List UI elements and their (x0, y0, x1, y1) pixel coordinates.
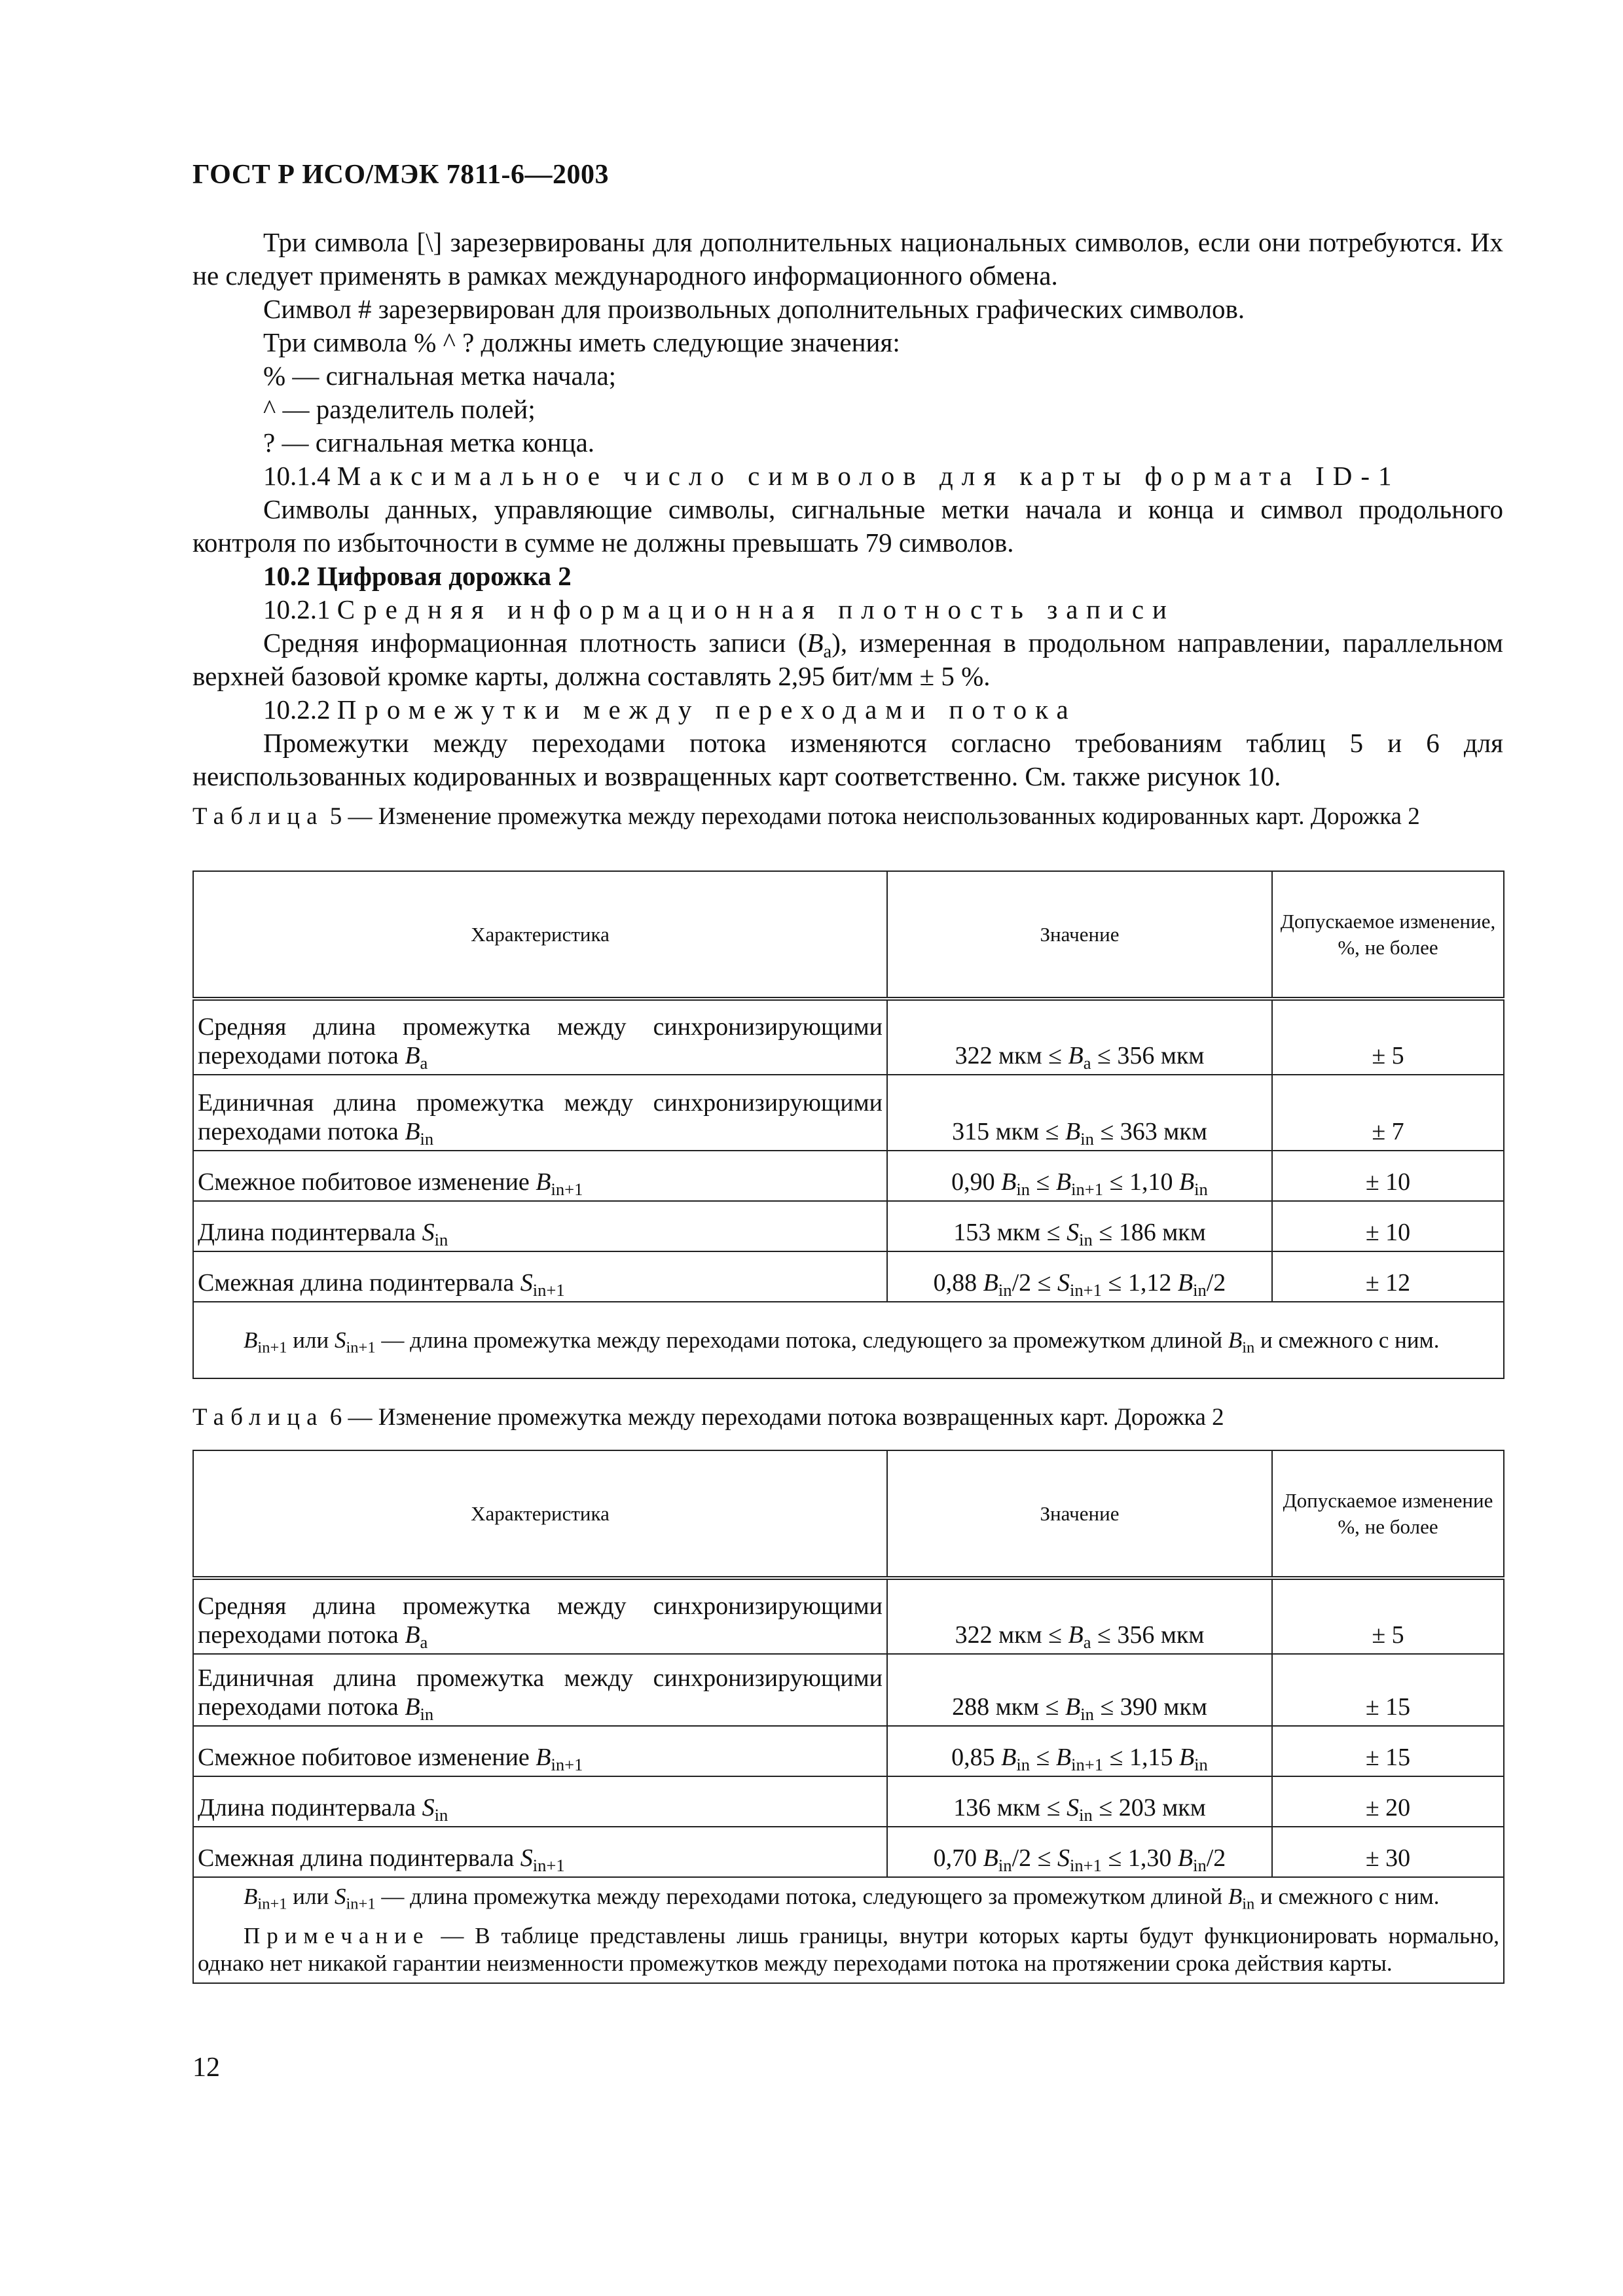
cell-text: ≤ 390 мкм (1093, 1693, 1207, 1721)
table-footnote-row (193, 1302, 1504, 1378)
note-label: Примечание (244, 1923, 430, 1948)
subscript: in (1194, 1754, 1208, 1774)
subscript: in (1016, 1754, 1030, 1774)
subscript: in+1 (532, 1280, 565, 1300)
subscript: a (420, 1632, 428, 1652)
subscript: in+1 (1070, 1280, 1102, 1300)
subscript: in+1 (257, 1338, 287, 1356)
cell-text: 0,70 (933, 1844, 983, 1872)
heading-text: Средняя информационная плотность записи (337, 594, 1175, 624)
table-row (193, 1151, 1504, 1201)
subscript: a (1083, 1052, 1091, 1073)
variable: B (1178, 1744, 1195, 1771)
cell-text: Смежная длина подинтервала (198, 1844, 520, 1872)
variable: B (1055, 1168, 1072, 1196)
cell-value (887, 1151, 1272, 1201)
variable: S (520, 1844, 533, 1872)
cell-text: ≤ 1,12 (1101, 1269, 1178, 1297)
variable: B (1065, 1118, 1081, 1145)
heading-number: 10.2.2 (263, 694, 331, 725)
subscript: in (1080, 1128, 1094, 1149)
column-header-tolerance: Допускаемое изменение, %, не более (1272, 871, 1504, 999)
cell-text: 322 мкм ≤ (955, 1042, 1068, 1069)
footnote-text: и смежного с ним. (1254, 1884, 1440, 1909)
cell-text: Средняя длина промежутка между синхронизирующими переходами потока (198, 1592, 883, 1649)
document-header: ГОСТ Р ИСО/МЭК 7811-6—2003 (192, 160, 609, 190)
cell-characteristic (193, 1726, 887, 1776)
cell-tolerance: ± 30 (1272, 1827, 1504, 1877)
subscript: in (1080, 1704, 1094, 1724)
subscript: in (998, 1280, 1012, 1300)
heading-text: Максимальное число символов для карты формата ID-1 (337, 461, 1400, 491)
cell-tolerance: ± 10 (1272, 1201, 1504, 1251)
column-header-tolerance: Допускаемое изменение %, не более (1272, 1450, 1504, 1578)
cell-text: 315 мкм ≤ (952, 1118, 1066, 1145)
variable: S (422, 1794, 435, 1821)
paragraph: Три символа % ^ ? должны иметь следующие значения: (263, 327, 900, 357)
footnote-text: — длина промежутка между переходами потока, следующего за промежутком длиной (375, 1327, 1228, 1353)
cell-characteristic (193, 1075, 887, 1151)
caption-text: 5 — Изменение промежутка между переходами потока неиспользованных кодированных карт. Дорожка 2 (329, 803, 1420, 830)
cell-tolerance: ± 5 (1272, 1578, 1504, 1654)
variable: B (983, 1269, 998, 1297)
table-row (193, 999, 1504, 1075)
cell-text: 0,90 (951, 1168, 1002, 1196)
subscript: in+1 (551, 1179, 583, 1199)
paragraph: Символ # зарезервирован для произвольных дополнительных графических символов. (263, 294, 1245, 324)
cell-characteristic (193, 1151, 887, 1201)
table-row (193, 1654, 1504, 1726)
cell-text: 288 мкм ≤ (952, 1693, 1066, 1721)
cell-text: Средняя длина промежутка между синхронизирующими переходами потока (198, 1013, 883, 1069)
cell-characteristic (193, 999, 887, 1075)
subscript: in (420, 1704, 434, 1724)
footnote-text: или (287, 1884, 335, 1909)
subscript: in+1 (346, 1895, 376, 1913)
subsection-heading-10-2-1 (192, 593, 1503, 626)
variable: B (405, 1118, 420, 1145)
variable: B (1178, 1168, 1195, 1196)
cell-characteristic (193, 1578, 887, 1654)
variable: B (1065, 1693, 1081, 1721)
subscript: in (998, 1855, 1012, 1875)
variable: B (405, 1042, 420, 1069)
variable: S (520, 1269, 533, 1297)
variable: B (405, 1621, 420, 1649)
cell-characteristic (193, 1251, 887, 1302)
variable: S (334, 1884, 346, 1909)
subscript: in (434, 1804, 448, 1825)
cell-value (887, 1578, 1272, 1654)
heading-text: Промежутки между переходами потока (337, 694, 1077, 725)
footnote-text: и смежного с ним. (1254, 1327, 1440, 1353)
table-note (198, 1922, 1499, 1977)
cell-text: 322 мкм ≤ (955, 1621, 1068, 1649)
caption-label: Таблица (192, 1404, 324, 1431)
cell-text: 0,85 (951, 1744, 1002, 1771)
paragraph (192, 626, 1503, 693)
table-6 (192, 1450, 1504, 1984)
cell-characteristic (193, 1827, 887, 1877)
subscript: in+1 (532, 1855, 565, 1875)
table-row (193, 1726, 1504, 1776)
heading-number: 10.2.1 (263, 594, 331, 624)
table-row (193, 1251, 1504, 1302)
subscript: in (434, 1229, 448, 1249)
table-row (193, 1201, 1504, 1251)
variable: B (536, 1744, 551, 1771)
cell-text: ≤ 203 мкм (1092, 1794, 1206, 1821)
subscript: in (420, 1128, 434, 1149)
cell-text: ≤ (1030, 1744, 1056, 1771)
variable: S (422, 1219, 435, 1246)
variable: B (536, 1168, 551, 1196)
cell-tolerance: ± 20 (1272, 1776, 1504, 1827)
subscript: a (823, 641, 832, 662)
subscript: in+1 (551, 1754, 583, 1774)
cell-text: ≤ 356 мкм (1091, 1042, 1205, 1069)
cell-text: 153 мкм ≤ (953, 1219, 1067, 1246)
variable: S (1057, 1269, 1070, 1297)
text: ), измеренная в продольном направлении, параллельном верхней базовой кромке карты, должна составлять 2,95 бит/мм ± 5 %. (192, 628, 1503, 691)
cell-text: Единичная длина промежутка между синхронизирующими переходами потока (198, 1664, 883, 1721)
variable: S (1067, 1794, 1080, 1821)
table-row (193, 1776, 1504, 1827)
cell-text: Длина подинтервала (198, 1794, 422, 1821)
paragraph: Три символа [\] зарезервированы для дополнительных национальных символов, если они потребуются. Их не следует применять в рамках международного информационного обмена. (192, 227, 1503, 291)
cell-value (887, 1654, 1272, 1726)
table-footnote-row (193, 1877, 1504, 1983)
subscript: in+1 (1070, 1855, 1102, 1875)
paragraph: Промежутки между переходами потока изменяются согласно требованиям таблиц 5 и 6 для неиспользованных кодированных и возвращенных карт соответственно. См. также рисунок 10. (192, 728, 1503, 791)
subscript: in (1242, 1895, 1255, 1913)
table-5 (192, 870, 1504, 1379)
note-text: — В таблице представлены лишь границы, внутри которых карты будут функционировать нормально, однако нет никакой гарантии неизменности промежутков между переходами потока на протяжении срока действия карты. (198, 1923, 1499, 1976)
column-header-characteristic: Характеристика (193, 1450, 887, 1578)
cell-value (887, 1776, 1272, 1827)
column-header-value: Значение (887, 1450, 1272, 1578)
variable: B (1001, 1744, 1017, 1771)
variable: B (405, 1693, 420, 1721)
caption-label: Таблица (192, 803, 324, 830)
cell-tolerance: ± 15 (1272, 1726, 1504, 1776)
cell-text: ≤ (1030, 1168, 1056, 1196)
variable: B (1068, 1621, 1084, 1649)
variable: B (1055, 1744, 1072, 1771)
cell-characteristic (193, 1654, 887, 1726)
cell-tolerance: ± 15 (1272, 1654, 1504, 1726)
cell-text: Длина подинтервала (198, 1219, 422, 1246)
cell-text: ≤ 1,30 (1101, 1844, 1178, 1872)
heading-number: 10.1.4 (263, 461, 331, 491)
document-body (192, 226, 1503, 793)
cell-value (887, 1075, 1272, 1151)
cell-characteristic (193, 1201, 887, 1251)
subscript: in+1 (1071, 1754, 1104, 1774)
variable: B (1177, 1844, 1194, 1872)
subscript: in+1 (346, 1338, 376, 1356)
subscript: in (1193, 1855, 1207, 1875)
cell-tolerance: ± 5 (1272, 999, 1504, 1075)
variable: S (1067, 1219, 1080, 1246)
subscript: in (1193, 1280, 1207, 1300)
cell-text: 0,88 (933, 1269, 983, 1297)
variable: B (244, 1884, 258, 1909)
subscript: in (1194, 1179, 1208, 1199)
cell-text: Смежное побитовое изменение (198, 1168, 536, 1196)
cell-text: ≤ 363 мкм (1093, 1118, 1207, 1145)
table-footnote (193, 1302, 1504, 1378)
cell-value (887, 1251, 1272, 1302)
variable: B (1068, 1042, 1084, 1069)
variable: B (1177, 1269, 1194, 1297)
variable: B (1228, 1884, 1243, 1909)
subscript: in (1242, 1338, 1255, 1356)
cell-value (887, 1726, 1272, 1776)
cell-text: /2 ≤ (1012, 1844, 1057, 1872)
column-header-characteristic: Характеристика (193, 871, 887, 999)
paragraph: Символы данных, управляющие символы, сигнальные метки начала и конца и символ продольного контроля по избыточности в сумме не должны превышать 79 символов. (192, 494, 1503, 558)
footnote-text: или (287, 1327, 335, 1353)
cell-tolerance: ± 7 (1272, 1075, 1504, 1151)
page-number: 12 (192, 2053, 220, 2083)
cell-text: Единичная длина промежутка между синхронизирующими переходами потока (198, 1089, 883, 1145)
section-heading-10-2: 10.2 Цифровая дорожка 2 (263, 561, 572, 591)
subsection-heading-10-2-2 (192, 693, 1503, 726)
cell-text: 136 мкм ≤ (953, 1794, 1067, 1821)
cell-value (887, 1827, 1272, 1877)
table-5-caption (192, 802, 1503, 832)
cell-text: /2 (1206, 1269, 1226, 1297)
cell-tolerance: ± 10 (1272, 1151, 1504, 1201)
cell-characteristic (193, 1776, 887, 1827)
variable: B (1228, 1327, 1243, 1353)
variable: B (244, 1327, 258, 1353)
subscript: a (1083, 1632, 1091, 1652)
footnote-text: — длина промежутка между переходами потока, следующего за промежутком длиной (375, 1884, 1228, 1909)
cell-value (887, 1201, 1272, 1251)
caption-text: 6 — Изменение промежутка между переходами потока возвращенных карт. Дорожка 2 (329, 1404, 1224, 1431)
variable: B (1001, 1168, 1017, 1196)
subscript: in+1 (257, 1895, 287, 1913)
cell-text: /2 ≤ (1012, 1269, 1057, 1297)
column-header-value: Значение (887, 871, 1272, 999)
subscript: in (1016, 1179, 1030, 1199)
text: Средняя информационная плотность записи ( (263, 628, 807, 658)
table-row (193, 1827, 1504, 1877)
subscript: in (1079, 1229, 1093, 1249)
variable: B (807, 628, 824, 658)
cell-text: Смежная длина подинтервала (198, 1269, 520, 1297)
table-6-caption (192, 1403, 1503, 1433)
list-item: % — сигнальная метка начала; (263, 361, 617, 391)
variable: S (334, 1327, 346, 1353)
list-item: ^ — разделитель полей; (263, 394, 536, 424)
subscript: in+1 (1071, 1179, 1104, 1199)
cell-tolerance: ± 12 (1272, 1251, 1504, 1302)
subscript: in (1079, 1804, 1093, 1825)
cell-text: ≤ 1,15 (1103, 1744, 1179, 1771)
cell-text: /2 (1206, 1844, 1226, 1872)
variable: S (1057, 1844, 1070, 1872)
variable: B (983, 1844, 998, 1872)
subscript: a (420, 1052, 428, 1073)
cell-text: ≤ 1,10 (1103, 1168, 1179, 1196)
cell-text: ≤ 356 мкм (1091, 1621, 1205, 1649)
table-row (193, 1578, 1504, 1654)
cell-value (887, 999, 1272, 1075)
cell-text: Смежное побитовое изменение (198, 1744, 536, 1771)
list-item: ? — сигнальная метка конца. (263, 427, 595, 457)
table-row (193, 1075, 1504, 1151)
table-footnote (193, 1877, 1504, 1983)
subsection-heading-10-1-4 (192, 459, 1503, 493)
cell-text: ≤ 186 мкм (1092, 1219, 1206, 1246)
